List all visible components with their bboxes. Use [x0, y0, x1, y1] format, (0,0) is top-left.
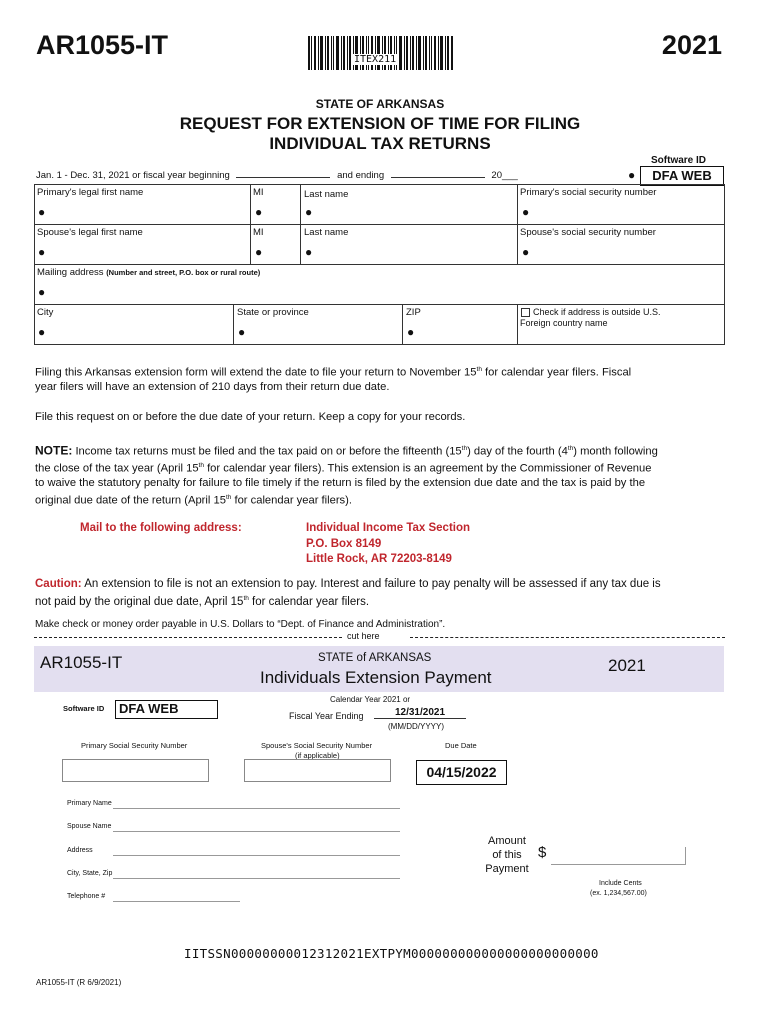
grid-divider: [517, 184, 518, 264]
include-cents-label: Include Cents: [599, 880, 642, 887]
payable-instructions: Make check or money order payable in U.S. Dollars to “Dept. of Finance and Administration”.: [35, 619, 446, 630]
date-format-label: (MM/DD/YYYY): [388, 722, 444, 731]
dollar-sign: $: [538, 844, 547, 861]
coupon-form-number: AR1055-IT: [40, 653, 123, 672]
bullet-icon: ●: [238, 325, 246, 339]
note-text: Income tax returns must be filed and the tax paid on or before the fifteenth (15: [72, 445, 462, 458]
bullet-icon: ●: [305, 205, 313, 219]
revision-date: AR1055-IT (R 6/9/2021): [36, 978, 122, 987]
amount-label-line3: Payment: [485, 863, 529, 875]
note-sup: th: [225, 493, 232, 501]
coupon-primary-name-field[interactable]: [113, 808, 400, 809]
city-label: City: [37, 307, 54, 318]
note-text: the close of the tax year (April 15: [35, 462, 199, 475]
note-sup: th: [198, 462, 204, 470]
p1-text: Filing this Arkansas extension form will extend the date to file your return to November 15: [35, 366, 477, 379]
spouse-last-name-label: Last name: [304, 227, 349, 238]
note-sup: th: [461, 445, 468, 452]
coupon-primary-name-label: Primary Name: [67, 800, 112, 807]
note-sup: th: [567, 445, 574, 452]
caution-paragraph: [35, 577, 725, 609]
period-text-ending: and ending: [337, 170, 385, 181]
software-id-box: DFA WEB: [640, 166, 724, 186]
mailing-address-note: (Number and street, P.O. box or rural route): [106, 268, 261, 277]
outside-us-label: Check if address is outside U.S.: [533, 307, 661, 317]
coupon-spouse-name-field[interactable]: [113, 831, 400, 832]
cents-example-label: (ex. 1,234,567.00): [590, 890, 647, 897]
grid-divider: [300, 184, 301, 264]
coupon-title: Individuals Extension Payment: [260, 668, 492, 687]
spouse-ssn-label: Spouse's social security number: [520, 227, 656, 238]
coupon-city-state-zip-field[interactable]: [113, 878, 400, 879]
bullet-icon: ●: [255, 245, 263, 259]
ocr-scan-line: IITSSN00000000012312021EXTPYM000000000000000000000000: [184, 946, 599, 961]
bullet-icon: ●: [522, 205, 530, 219]
note-text: for calendar year filers). This extension is an agreement by the Commissioner of Revenue: [203, 462, 652, 475]
primary-first-name-label: Primary's legal first name: [37, 187, 144, 198]
bullet-icon: ●: [628, 168, 636, 182]
caution-label: Caution:: [35, 578, 82, 590]
caution-text: An extension to file is not an extension to pay. Interest and failure to pay penalty will be assessed if any tax due is: [81, 578, 661, 590]
note-text: ) month following: [573, 445, 658, 458]
p1-text-b: for calendar year filers. Fiscal: [481, 366, 632, 379]
calendar-year-label: Calendar Year 2021 or: [330, 695, 411, 704]
payment-amount-field[interactable]: [551, 847, 686, 865]
note-text: original due date of the return (April 15: [35, 494, 226, 507]
form-title-line2: INDIVIDUAL TAX RETURNS: [269, 134, 491, 153]
note-paragraph: [35, 442, 725, 508]
fiscal-year-ending-label: Fiscal Year Ending: [289, 711, 364, 721]
coupon-state: STATE of ARKANSAS: [318, 652, 432, 664]
state-province-label: State or province: [237, 307, 309, 318]
mailing-address-label: [37, 267, 260, 278]
coupon-spouse-ssn-note: (if applicable): [295, 751, 340, 760]
outside-us-checkbox[interactable]: [521, 308, 530, 317]
barcode-text: ITEX211: [354, 54, 397, 65]
state-heading: STATE OF ARKANSAS: [315, 97, 445, 111]
mail-address-line3: Little Rock, AR 72203-8149: [306, 553, 452, 565]
coupon-year: 2021: [608, 656, 646, 675]
coupon-spouse-ssn-field[interactable]: [244, 759, 391, 782]
coupon-address-field[interactable]: [113, 855, 400, 856]
amount-label-line2: of this: [492, 849, 522, 861]
zip-label: ZIP: [406, 307, 421, 318]
caution-sup: th: [243, 594, 249, 602]
cut-here-label: cut here: [347, 631, 380, 641]
amount-label: [484, 834, 530, 876]
file-request-paragraph: File this request on or before the due date of your return. Keep a copy for your records.: [35, 411, 466, 423]
mailing-address-text: Mailing address: [37, 267, 104, 278]
foreign-country-label: Foreign country name: [520, 318, 608, 328]
due-date-label: Due Date: [445, 741, 477, 750]
mail-address-line2: P.O. Box 8149: [306, 537, 382, 550]
grid-divider: [34, 264, 725, 265]
coupon-city-state-zip-label: City, State, Zip: [67, 870, 113, 877]
tax-year: 2021: [661, 30, 722, 60]
coupon-telephone-field[interactable]: [113, 901, 240, 902]
form-number: AR1055-IT: [36, 30, 169, 60]
primary-last-name-label: Last name: [304, 189, 349, 200]
grid-divider: [250, 184, 251, 264]
coupon-spouse-ssn-label: Spouse's Social Security Number: [261, 741, 373, 750]
period-text-year: 20___: [491, 170, 518, 181]
mail-to-label: Mail to the following address:: [80, 522, 242, 534]
bullet-icon: ●: [38, 245, 46, 259]
caution-text: not paid by the original due date, April 15: [35, 595, 244, 608]
cut-line-right: [410, 637, 725, 638]
grid-divider: [34, 304, 725, 305]
fiscal-year-ending-date: 12/31/2021: [374, 707, 466, 719]
note-label: NOTE:: [35, 443, 73, 458]
grid-divider: [34, 224, 725, 225]
mailing-address-block: [306, 521, 470, 568]
fiscal-begin-field[interactable]: [236, 177, 330, 178]
bullet-icon: ●: [38, 325, 46, 339]
primary-mi-label: MI: [253, 187, 264, 198]
mail-address-line1: Individual Income Tax Section: [306, 522, 471, 534]
note-text: for calendar year filers).: [231, 494, 352, 507]
coupon-software-id-box: DFA WEB: [115, 700, 218, 719]
bullet-icon: ●: [522, 245, 530, 259]
primary-ssn-label: Primary's social security number: [520, 187, 657, 198]
cut-line-left: [34, 637, 342, 638]
p1-sup: th: [476, 366, 482, 373]
coupon-address-label: Address: [67, 847, 93, 854]
due-date-box: 04/15/2022: [416, 760, 507, 785]
grid-divider: [517, 304, 518, 345]
note-text: to waive the statutory penalty for failure to file timely if the return is filed by the extension due date and the tax is paid by the: [35, 477, 646, 490]
grid-divider: [402, 304, 403, 345]
bullet-icon: ●: [255, 205, 263, 219]
spouse-mi-label: MI: [253, 227, 264, 238]
tax-period-line: [36, 170, 518, 181]
form-title-line1: REQUEST FOR EXTENSION OF TIME FOR FILING: [179, 114, 581, 133]
coupon-spouse-name-label: Spouse Name: [67, 823, 112, 830]
p1-text-line2: year filers will have an extension of 210 days from their return due date.: [35, 381, 390, 394]
coupon-primary-ssn-field[interactable]: [62, 759, 209, 782]
coupon-telephone-label: Telephone #: [67, 893, 106, 900]
amount-label-line1: Amount: [488, 835, 526, 847]
bullet-icon: ●: [38, 205, 46, 219]
spouse-first-name-label: Spouse's legal first name: [37, 227, 143, 238]
bullet-icon: ●: [305, 245, 313, 259]
software-id-label: Software ID: [651, 155, 707, 166]
coupon-primary-ssn-label: Primary Social Security Number: [81, 741, 188, 750]
bullet-icon: ●: [407, 325, 415, 339]
fiscal-end-field[interactable]: [391, 177, 485, 178]
extension-info-paragraph: [35, 363, 725, 395]
period-text-beginning: Jan. 1 - Dec. 31, 2021 or fiscal year beginning: [36, 170, 230, 181]
grid-divider: [233, 304, 234, 345]
coupon-software-id-label: Software ID: [63, 704, 105, 713]
note-text: ) day of the fourth (4: [467, 445, 568, 458]
bullet-icon: ●: [38, 285, 46, 299]
caution-text: for calendar year filers.: [248, 595, 370, 608]
